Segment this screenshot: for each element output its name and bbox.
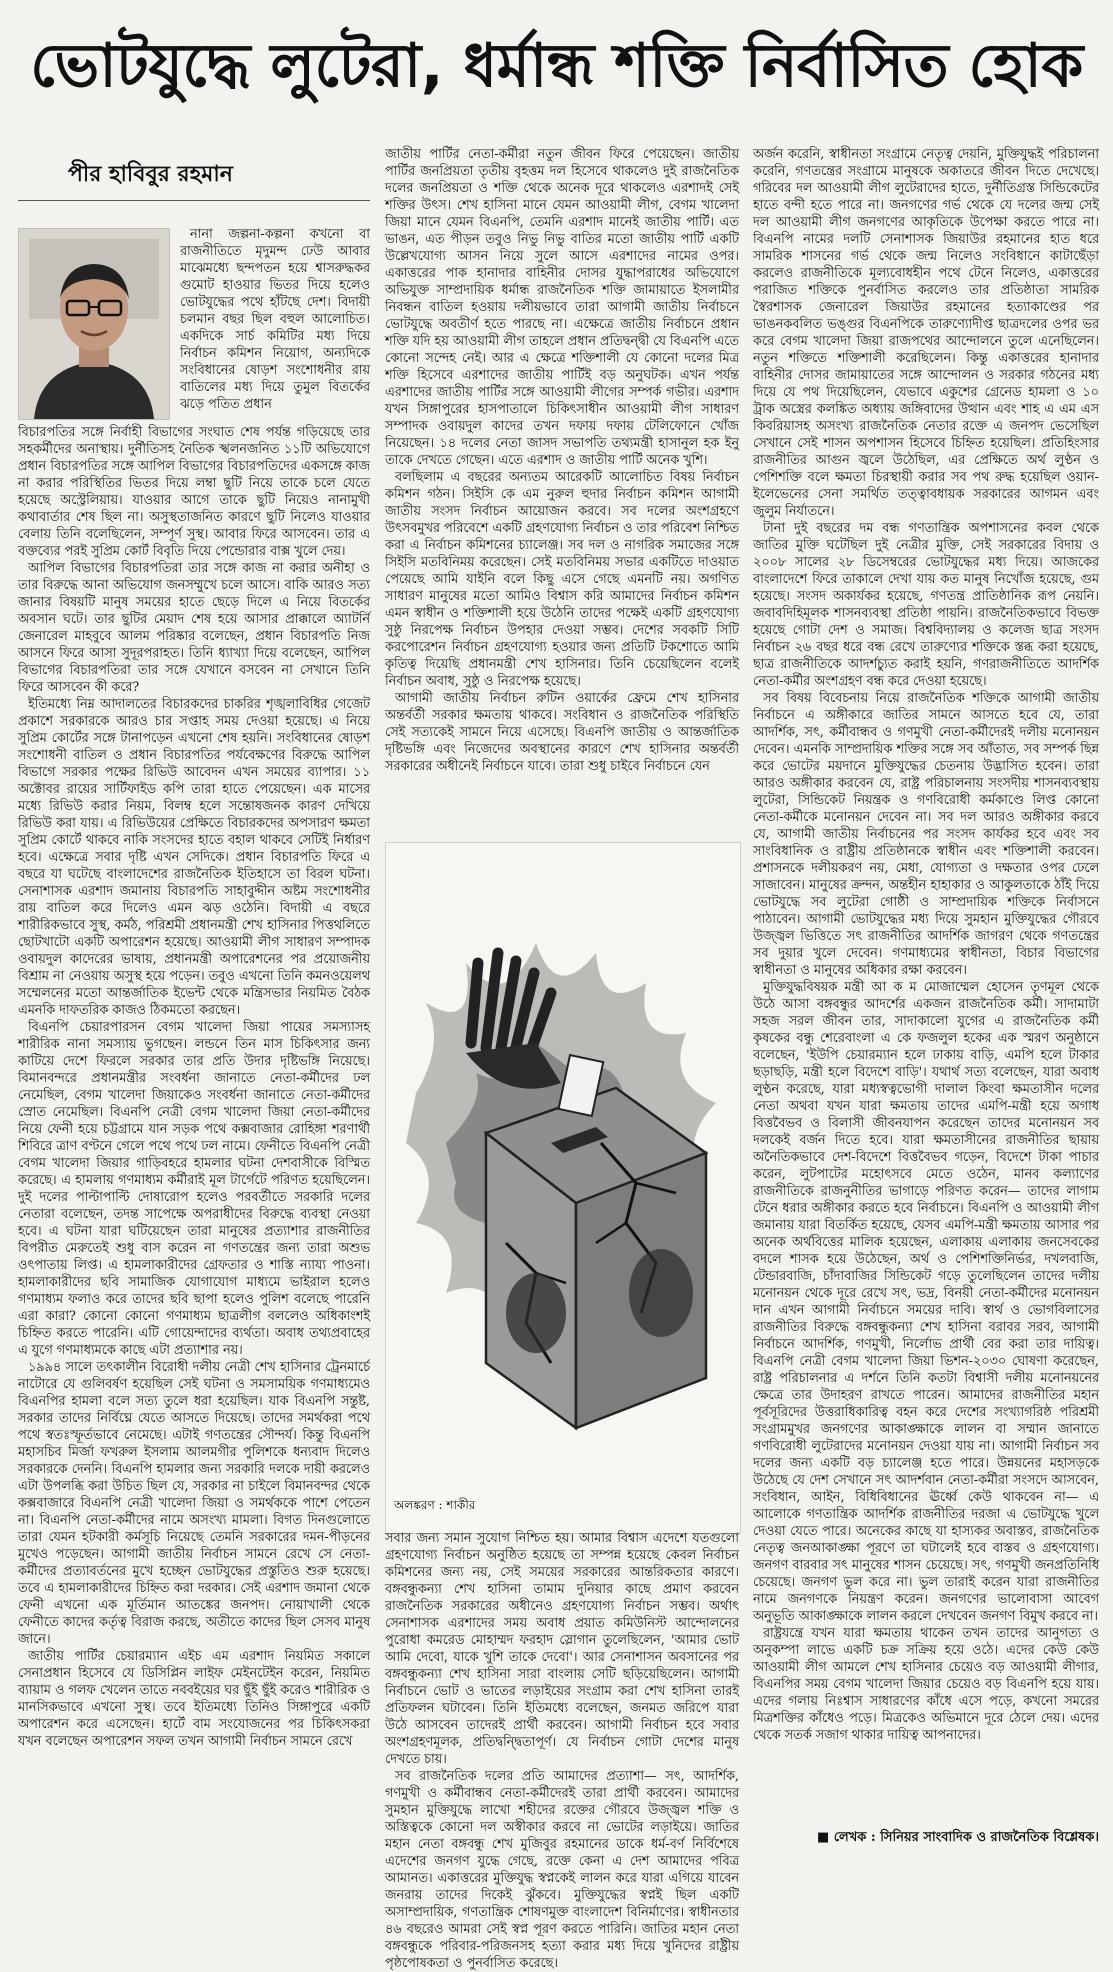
paragraph: সব রাজনৈতিক দলের প্রতি আমাদের প্রত্যাশা— সৎ, আদর্শিক, গণমুখী ও কর্মীবান্ধব নেতা-কর্মীদেরই তারা প্রার্থী করবেন। আমাদের সুমহান মুক্তিযুদ্ধে লাখো শহীদের রক্তের গৌরবে উজ্জ্বল শক্তি ও অস্তিত্বকে কোনো দল অস্বীকার করবে না ভোটের লড়াইয়ে। জাতির মহান নেতা বঙ্গবন্ধু শেখ মুজিবুর রহমানের ডাকে ধর্ম-বর্ণ নির্বিশেষে এদেশের জনগণ যুদ্ধে গেছে, রক্তে কেনা এ দেশ আমাদের পবিত্র আমানত। একাত্তরের মুক্তিযুদ্ধ স্বপ্নকেই লালন করে যারা এগিয়ে যাবেন জনরায় তাদের দিকেই ঝুঁকবে। মুক্তিযুদ্ধের স্বপ্নই ছিল একটি অসাম্প্রদায়িক, গণতান্ত্রিক শোষণমুক্ত বাংলাদেশ বিনির্মাণের। স্বাধীনতার ৪৬ বছরেও আমরা সেই স্বপ্ন পূরণ করতে পারিনি। জাতির মহান নেতা বঙ্গবন্ধুকে পরিবার-পরিজনসহ হত্যা করার মধ্য দিয়ে খুনিদের রাষ্ট্রীয় পৃষ্ঠপোষকতা ও পুনর্বাসিত করেছে। — [385, 1769, 739, 1971]
column-3 — [753, 146, 1099, 1826]
paragraph: আপিল বিভাগের বিচারপতিরা তার সঙ্গে কাজ না করার অনীহা ও তার বিরুদ্ধে আনা অভিযোগ জনসম্মুখে চলে আসে। বাকি আরও সত্য জানার বিষয়টি মানুষ সময়ের হাতে ছেড়ে দিলে এ নিয়ে বিতর্কের অবসান ঘটে। তার ছুটির মেয়াদ শেষ হয়ে আসার প্রাক্কালে অ্যাটর্নি জেনারেল মাহবুবে আলম পরিষ্কার বলেছেন, প্রধান বিচারপতি নিজ আসনে ফিরে আসা সুদূরপরাহত। তিনি ধ্যাখ্যা দিয়ে বলেছেন, আপিল বিভাগের বিচারপতিরা তার সঙ্গে যেখানে বসবেন না সেখানে তিনি ফিরে আসবেন কী করে? — [18, 561, 370, 695]
paragraph: বলছিলাম এ বছরের অন্যতম আরেকটি আলোচিত বিষয় নির্বাচন কমিশন গঠন। সিইসি কে এম নুরুল হুদার নির্বাচন কমিশন আগামী জাতীয় সংসদ নির্বাচন আয়োজন করবে। সব দলের অংশগ্রহণে উৎসবমুখর পরিবেশে একটি গ্রহণযোগ্য নির্বাচন ও তার পরিবেশ নিশ্চিত করা এ নির্বাচন কমিশনের চ্যালেঞ্জ। সব দল ও নাগরিক সমাজের সঙ্গে সিইসি মতবিনিময় করেছেন। সেই মতবিনিময় সভার একটিতে দাওয়াত পেয়েছে আমি যাইনি বলে কিছু এসে গেছে এমনটি নয়। অগণিত সাধারণ মানুষের মতো আমিও বিশ্বাস করি আমাদের নির্বাচন কমিশন এমন স্বাধীন ও শক্তিশালী হয়ে উঠেনি তাদের পক্ষেই একটি গ্রহণযোগ্য সুষ্ঠু নিরপেক্ষ নির্বাচন উপহার দেওয়া সম্ভব। দেশের সবকটি সিটি করপোরেশন নির্বাচন গ্রহণযোগ্য হওয়ার জন্য প্রতিটি টকশোতে আমি কৃতিত্ব দিয়েছি প্রধানমন্ত্রী শেখ হাসিনার। তিনি চেয়েছিলেন বলেই নির্বাচন অবাধ, সুষ্ঠু ও নিরপেক্ষ হয়েছে। — [385, 470, 739, 689]
paragraph: জাতীয় পার্টির নেতা-কর্মীরা নতুন জীবন ফিরে পেয়েছেন। জাতীয় পার্টির জনপ্রিয়তা তৃতীয় বৃহত্তম দল হিসেবে থাকলেও দুই রাজনৈতিক দলের জনপ্রিয়তা ও শক্তি থেকে অনেক দূরে থাকলেও এরশাদই সেই শক্তির উৎস। শেখ হাসিনা মানে যেমন আওয়ামী লীগ, বেগম খালেদা জিয়া মানে যেমন বিএনপি, তেমনি এরশাদ মানেই জাতীয় পার্টি। এত ভাঙন, এত পীড়ন তবুও নিভু নিভু বাতির মতো জাতীয় পার্টি একটি উল্লেখযোগ্য আসন নিয়ে সুলে আসে এরশাদের নামের ওপর। একাত্তরের পাক হানাদার বাহিনীর দোসর যুদ্ধাপরাধের অভিযোগে অভিযুক্ত সাম্প্রদায়িক ধর্মান্ধ রাজনৈতিক শক্তি জামায়াতে ইসলামীর নিবন্ধন বাতিল হওয়ায় দলীয়ভাবে তারা আগামী জাতীয় নির্বাচনে ভোটযুদ্ধে অবতীর্ণ হতে পারছে না। এক্ষেত্রে জাতীয় নির্বাচনে প্রধান শক্তি যদি হয় আওয়ামী লীগ তাহলে প্রধান প্রতিদ্বন্দ্বী যে বিএনপি এতে কোনো সন্দেহ নেই। আর এ ক্ষেত্রে শক্তিশালী যে কোনো দলের মিত্র শক্তি হিসেবে এরশাদের জাতীয় পার্টিই বড় অনুঘটক। এখন পর্যন্ত এরশাদের জাতীয় পার্টির সঙ্গে আওয়ামী লীগের সম্পর্ক গভীর। এরশাদ যখন সিঙ্গাপুরের হাসপাতালে চিকিৎসাধীন আওয়ামী লীগ সাধারণ সম্পাদক ওবায়দুল কাদের তখন দফায় দফায় টেলিফোনে খোঁজ নিয়েছেন। ১৪ দলের নেতা জাসদ সভাপতি তথ্যমন্ত্রী হাসানুল হক ইনু তাকে দেখতে গেছেন। এতে এরশাদ ও জাতীয় পার্টি অনেক খুশি। — [385, 147, 739, 468]
ballot-box-icon — [386, 843, 740, 1533]
byline: পীর হাবিবুর রহমান — [68, 161, 233, 187]
author-portrait-icon — [19, 229, 169, 419]
author-bio: ■ লেখক : সিনিয়র সাংবাদিক ও রাজনৈতিক বিশ্লেষক। — [816, 1830, 1099, 1845]
paragraph: অর্জন করেনি, স্বাধীনতা সংগ্রামে নেতৃত্ব দেয়নি, মুক্তিযুদ্ধই পরিচালনা করেনি, গণতন্ত্রের সংগ্রামে মানুষকে অকাতরে জীবন দিতে দেখেছে। গরিবের দল আওয়ামী লীগ লুটেরাদের হাতে, দুর্নীতিগ্রস্ত সিন্ডিকেটের হাতে বন্দী হতে পারে না। জনগণের গর্ভ থেকে যে দলের জন্ম সেই দল আওয়ামী লীগ জনগণের আকৃতিকে উপেক্ষা করতে পারে না। বিএনপি নামের দলটি সেনাশাসক জিয়াউর রহমানের হাত ধরে সামরিক শাসনের গর্ভ থেকে জন্ম নিলেও সংবিধানে কাটাছেঁড়া করলেও রাজনীতিকে মূল্যবোধহীন পথে টেনে নিলেও, একাত্তরের পরাজিত শক্তিকে পুনর্বাসিত করলেও তার প্রতিষ্ঠাতা সামরিক স্বৈরশাসক জেনারেল জিয়াউর রহমানের হত্যাকাণ্ডের পর ভাঙনকবলিত ভঙ্গুর বিএনপিকে তারুণ্যোদীপ্ত ছাত্রদলের ওপর ভর করে বেগম খালেদা জিয়া রাজপথের আন্দোলনে তুলে এনেছিলেন। নতুন শক্তিতে শক্তিশালী করেছিলেন। কিন্তু একাত্তরের হানাদার বাহিনীর দোসর জামায়াতের সঙ্গে আন্দোলন ও সরকার গঠনের মধ্য দিয়ে যে পথ দিয়েছিলেন, যেভাবে একুশের গ্রেনেড হামলা ও ১০ ট্রাক অস্ত্রের কলঙ্কিত অধ্যায় জঙ্গিবাদের উত্থান এবং শাহ এ এম এস কিবরিয়াসহ অসংখ্য রাজনৈতিক নেতার রক্তে এ জনপদ ভেসেছিল সেখানে সেই শাসন অপশাসন হিসেবে চিহ্নিত হয়েছিল। প্রতিহিংসার রাজনীতির আগুন জ্বলে উঠেছিল, এর প্রেক্ষিতে অর্থ লুণ্ঠন ও পেশিশক্তি বলে ক্ষমতা চিরস্থায়ী করার সব পথ রুদ্ধ হয়েছিল ওয়ান-ইলেভেনের সেনা সমর্থিত তত্ত্বাবধায়ক সরকারের আগমন এবং জুলুম নির্যাতনে। — [753, 147, 1099, 519]
paragraph: জাতীয় পার্টির চেয়ারম্যান এইচ এম এরশাদ নিয়মিত সকালে সেনাপ্রধান হিসেবে যে ডিসিপ্লিন লাইফ মেইনটেইন করেন, নিয়মিত ব্যায়াম ও গলফ খেলেন তাতে নববইয়ের ঘর ছুঁই ছুঁই করেও শারীরিক ও মানসিকভাবে এখনো সুস্থ। তবে ইতিমধ্যে তিনিও সিঙ্গাপুরে একটি অপারেশন করে এসেছেন। হার্টে বাম সংযোজনের পর চিকিৎসকরা যখন বলেছেন অপারেশন সফল তখন আগামী নির্বাচন সামনে রেখে — [18, 1649, 370, 1749]
paragraph: রাষ্ট্রযন্ত্রে যখন যারা ক্ষমতায় থাকেন তখন তাদের আনুগত্য ও অনুকম্পা লাভে একটি চক্র সক্রিয় হয়ে ওঠে। এদের কেউ কেউ আওয়ামী লীগ আমলে শেখ হাসিনার চেয়েও বড় আওয়ামী লীগার, বিএনপির সময় বেগম খালেদা জিয়ার চেয়েও বড় বিএনপি হয়ে যায়। এদের গলায় নিঃশ্বাস সাধারণের কাঁধে এসে পড়ে, কখনো সমরের মিত্রশক্তির কাঁধেও পড়ে। মিত্রকেও অভিমানে দূরে ঠেলে দেয়। এদের থেকে সতর্ক সজাগ থাকার দায়িত্ব আপনাদের। — [753, 1626, 1099, 1743]
author-photo — [18, 228, 170, 420]
column-2-continued — [385, 1530, 739, 1971]
column-2 — [385, 146, 739, 829]
column-1-intro — [180, 226, 370, 421]
paragraph: মুক্তিযুদ্ধবিষয়ক মন্ত্রী আ ক ম মোজাম্মেল হোসেন তৃণমূল থেকে উঠে আসা বঙ্গবন্ধুর আদর্শের একজন রাজনৈতিক কর্মী। সাদামাটা সহজ সরল জীবন তার, সাদাকালো যুগের এ রাজনৈতিক কর্মী কৃষকের বন্ধু শেরেবাংলা এ কে ফজলুল হকের এক স্মরণ অনুষ্ঠানে বলেছেন, 'ইউপি চেয়ারম্যান হলে ঢাকায় বাড়ি, এমপি হলে টাকার ছড়াছড়ি, মন্ত্রী হলে বিদেশে বাড়ি'। যথার্থ সত্য বলেছেন, যারা অবাধ লুণ্ঠন করেছে, যারা মধ্যস্বত্বভোগী দালাল কিংবা ক্ষমতাসীন দলের নেতা অথবা যখন যারা ক্ষমতায় তাদের এমপি-মন্ত্রী হয়ে অগাধ বিত্তবৈভব ও বিলাসী জীবনযাপন করেছেন তাদের মনোনয়ন সব দলকেই বর্জন দিতে হবে। যারা ক্ষমতাসীনের রাজনীতির ছায়ায় অনৈতিকভাবে দেশ-বিদেশে বিত্তবৈভব গড়েন, বিদেশে টাকা পাচার করেন, লুটপাটের মহোৎসবে মেতে ওঠেন, মানব কল্যাণের রাজনীতিকে রাজনুনীতির ভাগাড়ে পরিণত করেন— তাদের লাগাম টেনে ধরার অঙ্গীকার করতে হবে নির্বাচনে। বিএনপি ও আওয়ামী লীগ জমানায় যারা বিতর্কিত হয়েছে, যেসব এমপি-মন্ত্রী ক্ষমতায় আসার পর অনেক অর্থবিত্তের মালিক হয়েছেন, এলাকায় এলাকায় জনসেবকের বদলে শাসক হয়ে উঠেছেন, অর্থ ও পেশিশক্তিনির্ভর, দখলবাজি, টেন্ডারবাজি, চাঁদাবাজির সিন্ডিকেট গড়ে তুলেছিলেন তাদের দলীয় মনোনয়ন থেকে দূরে রেখে সৎ, ভদ্র, বিনয়ী নেতা-কর্মীদের মনোনয়ন দান এখন আগামী নির্বাচনে সময়ের দাবি। স্বার্থ ও ভোগবিলাসের রাজনীতির বিরুদ্ধে বঙ্গবন্ধুকন্যা শেখ হাসিনা বরাবর সরব, আগামী নির্বাচনে আদর্শিক, গণমুখী, নির্লোভ প্রার্থী বের করা তার দায়িত্ব। বিএনপি নেত্রী বেগম খালেদা জিয়া ভিশন-২০৩০ ঘোষণা করেছেন, রাষ্ট্র পরিচালনার এ দর্শনে তিনি কতটা বিশ্বাসী দলীয় মনোনয়নের ক্ষেত্রে তার উদাহরণ রাখতে পারেন। আমাদের রাজনীতির মহান পূর্বসূরিদের উত্তরাধিকারিত্ব বহন করে দেশের সংখ্যাগরিষ্ঠ পরিশ্রমী সংগ্রামমুখর জনগণের আকাঙ্ক্ষাকে লালন বা সম্মান জানাতে গণবিরোধী লুটেরাদের মনোনয়ন দেওয়া যায় না। আগামী নির্বাচন সব দলের জন্য একটি বড় চ্যালেঞ্জ হতে পারে। উন্নয়নের মহাসড়কে উঠেছে যে দেশ সেখানে সৎ আদর্শবান নেতা-কর্মীরা সংসদে আসবেন, সংবিধান, আইন, বিধিবিধানের ঊর্ধ্বে কেউ থাকবেন না— এ আলোকে গণতান্ত্রিক আদর্শিক রাজনীতির দরজা এ ভোটযুদ্ধে খুলে দেওয়া যেতে পারে। অনেকের কাছে যা হাস্যকর অবাস্তব, রাজনৈতিক নেতৃত্ব জনআকাঙ্ক্ষা পূরণে তা ঘটালেই হবে বাস্তব ও গ্রহণযোগ্য। জনগণ বারবার সৎ মানুষের শাসন চেয়েছে। সৎ, গণমুখী জনপ্রতিনিধি চেয়েছে। জনগণ ভুল করে না। ভুল তারাই করেন যারা রাজনীতির নামে জনগণকে নিয়ন্ত্রণ করেন। জনগণের ভালোবাসা আবেগ অনুভূতি আকাঙ্ক্ষাকে লালন করলে দেখবেন জনগণ বিমুখ করবে না। — [753, 980, 1099, 1624]
paragraph: বিএনপি চেয়ারপারসন বেগম খালেদা জিয়া পায়ের সমস্যাসহ শারীরিক নানা সমস্যায় ভুগছেন। লন্ডনে তিন মাস চিকিৎসার জন্য কাটিয়ে দেশে ফিরলে সরকার তার প্রতি উদার দৃষ্টিভঙ্গি নিয়েছে। বিমানবন্দরে প্রধানমন্ত্রীর সংবর্ধনা জানাতে নেতা-কর্মীদের ঢল নেমেছিল, বেগম খালেদা জিয়াকেও সংবর্ধনা জানাতে নেতা-কর্মীদের স্রোত নেমেছিল। বিএনপি নেত্রী বেগম খালেদা জিয়া নেতা-কর্মীদের নিয়ে ফেনী হয়ে চট্টগ্রামে যান সড়ক পথে কক্সবাজার রোহিঙ্গা শরণার্থী শিবিরে ত্রাণ বণ্টনে গেলে পথে পথে ঢল নামে। ফেনীতে বিএনপি নেত্রী বেগম খালেদা জিয়ার গাড়িবহরে হামলার ঘটনা দেশবাসীকে বিস্মিত করেছে। এ হামলায় গণমাধ্যম কর্মীরাই মূল টার্গেটে পরিণত হয়েছিলেন। দুই দলের পাল্টাপাল্টি দোষারোপ হলেও পরবর্তীতে সরকারি দলের নেতারা বলেছেন, তদন্ত সাপেক্ষে অপরাধীদের বিরুদ্ধে ব্যবস্থা নেওয়া হবে। এ ঘটনা যারা ঘটিয়েছেন তারা মানুষের প্রত্যাশার রাজনীতির বিপরীত মেরুতেই শুধু বাস করেন না গণতন্ত্রের জন্য তারা অশুভ ওৎপাতায় লিপ্ত। এ হামলাকারীদের গ্রেফতার ও শাস্তি ন্যায্য পাওনা। হামলাকারীদের ছবি সামাজিক যোগাযোগ মাধ্যমে ভাইরাল হলেও গণমাধ্যম ফলাও করে তাদের ছবি ছাপা হলেও পুলিশ বলেছে পারেনি এরা কারা? কোনো কোনো গণমাধ্যম ছাত্রলীগ বললেও অধিকাংশই চিহ্নিত করতে পারেনি। এটি গোয়েন্দাদের ব্যর্থতা। অবাধ তথ্যপ্রবাহের এ যুগে গণমাধ্যমকে কাছে এটা প্রত্যাশার নয়। — [18, 1020, 370, 1358]
paragraph: ইতিমধ্যে নিম্ন আদালতের বিচারকদের চাকরির শৃঙ্খলাবিধির গেজেট প্রকাশে সরকারকে আরও চার সপ্তাহ সময় দেওয়া হয়েছে। এ নিয়ে সুপ্রিম কোর্টের সঙ্গে টানাপড়েন এখনো শেষ হয়নি। সংবিধানের ষোড়শ সংশোধনী বাতিল ও প্রধান বিচারপতির পর্যবেক্ষণের বিরুদ্ধে আপিল বিভাগে সরকার পক্ষের রিভিউ আবেদন এখন সময়ের ব্যাপার। ১১ অক্টোবর রায়ের সার্টিফাইড কপি তারা হাতে পেয়েছেন। এক মাসের মধ্যে রিভিউ করার নিয়ম, বিলম্ব হলে সন্তোষজনক কারণ দেখিয়ে রিভিউ করা যায়। এ রিভিউয়ের প্রেক্ষিতে বিচারকদের অপসারণ ক্ষমতা সুপ্রিম কোর্টে থাকবে নাকি সংসদের হাতে বহাল থাকবে সেটিই নির্ধারণ হবে। এক্ষেত্রে সবার দৃষ্টি এখন সেদিকে। প্রধান বিচারপতি ফিরে এ বছরে যা ঘটেছে বাংলাদেশের রাজনৈতিক ইতিহাসে তা বিরল ঘটনা। সেনাশাসক এরশাদ জমানায় বিচারপতি সাহাবুদ্দীন অষ্টম সংশোধনীর রায় বাতিল করে দিলেও এমন ঝড় ওঠেনি। বিদায়ী এ বছরে শারীরিকভাবে সুস্থ, কর্মঠ, পরিশ্রমী প্রধানমন্ত্রী শেখ হাসিনার পিত্তথলিতে ছোটখাটো একটি অপারেশন হয়েছে। আওয়ামী লীগ সাধারণ সম্পাদক ওবায়দুল কাদেরের ভাষায়, প্রধানমন্ত্রী অপারেশনের পর প্রয়োজনীয় বিশ্রাম না নেওয়ায় অসুস্থ হয়ে পড়েন। তবুও এখনো তিনি কমনওয়েলথ সম্মেলনের মতো আন্তর্জাতিক ইভেন্ট থেকে মন্ত্রিসভার নিয়মিত বৈঠক এমনকি দাফতরিক কাজও ঠিকমতো করছেন। — [18, 697, 370, 1018]
paragraph: সব বিষয় বিবেচনায় নিয়ে রাজনৈতিক শক্তিকে আগামী জাতীয় নির্বাচনে এ অঙ্গীকারে জাতির সামনে আসতে হবে যে, তারা আদর্শিক, সৎ, কর্মীবান্ধব ও গণমুখী নেতা-কর্মীদেরই দলীয় মনোনয়ন দেবেন। এমনকি সাম্প্রদায়িক শক্তির সঙ্গে সব আঁতাত, সব সম্পর্ক ছিন্ন করে ভোটের ময়দানে মুক্তিযুদ্ধের চেতনায় উদ্ভাসিত হবেন। তারা আরও অঙ্গীকার করবেন যে, রাষ্ট্র পরিচালনায় সংসদীয় শাসনব্যবস্থায় লুটেরা, সিন্ডিকেট নিয়ন্ত্রক ও গণবিরোধী কর্মকাণ্ডে লিপ্ত কোনো নেতা-কর্মীকে মনোনয়ন দেবেন না। সব দল আরও অঙ্গীকার করবে যে, আগামী জাতীয় নির্বাচনের পর সংসদ কার্যকর হবে এবং সব সাংবিধানিক ও রাষ্ট্রীয় প্রতিষ্ঠানকে স্বাধীন এবং শক্তিশালী করবেন। প্রশাসনকে দলীয়করণ নয়, মেধা, যোগ্যতা ও দক্ষতার ওপর ঢেলে সাজাবেন। মানুষের ক্রন্দন, অন্তহীন হাহাকার ও আকুলতাকে ঠাঁই দিয়ে ভোটযুদ্ধে সব লুটেরা গোষ্ঠী ও সাম্প্রদায়িক শক্তিকে নির্বাসনে পাঠাবেন। আগামী ভোটযুদ্ধের মধ্য দিয়ে সুমহান মুক্তিযুদ্ধের গৌরবে উজ্জ্বল ভিত্তিতে সৎ রাজনীতির আদর্শিক জাগরণ থেকে গণতন্ত্রের সব দুয়ার খুলে দেবেন। গণমাধ্যমের স্বাধীনতা, বিচার বিভাগের স্বাধীনতা ও মানুষের অধিকার রক্ষা করবেন। — [753, 691, 1099, 978]
paragraph: সবার জন্য সমান সুযোগ নিশ্চিত হয়। আমার বিশ্বাস এদেশে যতগুলো গ্রহণযোগ্য নির্বাচন অনুষ্ঠিত হয়েছে তা সম্পন্ন হয়েছে কেবল নির্বাচন কমিশনের জন্য নয়, সেই সময়ের সরকারের আন্তরিকতার কারণে। বঙ্গবন্ধুকন্যা শেখ হাসিনা তামাম দুনিয়ার কাছে প্রমাণ করবেন রাজনৈতিক সরকারের অধীনেও গ্রহণযোগ্য নির্বাচন সম্ভব। অর্থাৎ সেনাশাসক এরশাদের সময় অবাধ প্রয়াত কমিউনিস্ট আন্দোলনের পুরোধা কমরেড মোহাম্মদ ফরহাদ স্লোগান তুলেছিলেন, 'আমার ভোট আমি দেবো, যাকে খুশি তাকে দেবো'। আর সেনাশাসন অবসানের পর বঙ্গবন্ধুকন্যা শেখ হাসিনা সারা বাংলায় সেটি ছড়িয়েছিলেন। আগামী নির্বাচনে ভোট ও ভাতের লড়াইয়ের সংগ্রাম করা শেখ হাসিনা তারই প্রতিফলন ঘটাবেন। তিনি ইতিমধ্যে বলেছেন, জনমত জরিপে যারা উঠে আসবেন তাদেরই প্রার্থী করবেন। আগামী নির্বাচন হবে সবার অংশগ্রহণমূলক, প্রতিদ্বন্দ্বিতাপূর্ণ। যে নির্বাচন গোটা দেশের মানুষ দেখতে চায়। — [385, 1531, 739, 1767]
illustration-credit: অলঙ্করণ : শাকীর — [394, 1498, 476, 1512]
ballot-box-illustration — [385, 842, 741, 1534]
paragraph: আগামী জাতীয় নির্বাচন রুটিন ওয়ার্কের ফ্রেমে শেখ হাসিনার অন্তর্বর্তী সরকার ক্ষমতায় থাকবে। সংবিধান ও রাজনৈতিক পরিস্থিতি সেই সত্যকেই সামনে নিয়ে এসেছে। বিএনপি জাতীয় ও আন্তর্জাতিক দৃষ্টিভঙ্গি এবং নিজেদের অবস্থানের কারণে শেখ হাসিনার অন্তর্বর্তী সরকারের অধীনেই নির্বাচনে যাবে। তারা শুধু চাইবে নির্বাচনে যেন — [385, 691, 739, 774]
paragraph: বিচারপতির সঙ্গে নির্বাহী বিভাগের সংঘাত শেষ পর্যন্ত গড়িয়েছে তার সহকর্মীদের অনাস্থায়। দুর্নীতিসহ নৈতিক স্খলনজনিত ১১টি অভিযোগে প্রধান বিচারপতির সঙ্গে আপিল বিভাগের বিচারপতিদের একসঙ্গে কাজ না করার পরিস্থিতির ভিতর দিয়ে লম্বা ছুটি নিয়ে তাকে চলে যেতে হয়েছে অস্ট্রেলিয়ায়। যাওয়ার আগে তাকে ছুটি নিয়েও নানামুখী কথাবার্তার শেষ ছিল না। অসুস্থতাজনিত কারণে ছুটি নিলেও যাওয়ার বেলায় তিনি বলেছিলেন, সম্পূর্ণ সুস্থ। আবার ফিরে আসবেন। তার এ বক্তব্যের পরই সুপ্রিম কোর্ট বিবৃতি দিয়ে পেন্ডোরার বাক্স খুলে দেয়। — [18, 425, 370, 559]
paragraph: নানা জল্পনা-কল্পনা কখনো বা রাজনীতিতে মৃদুমন্দ ঢেউ আবার মাঝেমধ্যে ছন্দপতন হয়ে শ্বাসরুদ্ধকর গুমোট হাওয়ার ভিতর দিয়ে হলেও ভোটযুদ্ধের পথে হাঁটছে দেশ। বিদায়ী চলমান বছর ছিল বহুল আলোচিত। একদিকে সার্চ কমিটির মধ্য দিয়ে নির্বাচন কমিশন নিয়োগ, অন্যদিকে সংবিধানের ষোড়শ সংশোধনীর রায় বাতিলের মধ্য দিয়ে তুমুল বিতর্কের ঝড়ে পতিত প্রধান — [180, 227, 370, 412]
paragraph: ১৯৯৪ সালে তৎকালীন বিরোধী দলীয় নেত্রী শেখ হাসিনার ট্রেনমার্চে নাটোরে যে গুলিবর্ষণ হয়েছিল সেই ঘটনা ও সমসাময়িক গণমাধ্যমেও বিএনপির হামলা বলে সত্য তুলে ধরা হয়েছিল। যাক বিএনপি সন্তুষ্ট, সরকার তাদের নির্বিঘ্নে যেতে আসতে দিয়েছে। তাদের সমর্থকরা পথে পথে স্বতঃস্ফূর্তভাবে নেমেছে। এটাই গণতন্ত্রের সৌন্দর্য। কিন্তু বিএনপি মহাসচিব মির্জা ফখরুল ইসলাম আলমগীর পুলিশকে ধন্যবাদ দিলেও সরকারকে দেননি। বিএনপি হামলার জন্য সরকারি দলকে দায়ী করলেও এটা উপলব্ধি করা উচিত ছিল যে, সরকার না চাইলে বিমানবন্দর থেকে কক্সবাজারে বিএনপি নেত্রী খালেদা জিয়া ও সমর্থককে পাশে পেতেন না। বিএনপি নেতা-কর্মীদের নামে অসংখ্য মামলা। বিগত দিনগুলোতে তারা যেমন হটকারী কর্মসূচি নিয়েছে তেমনি সরকারের দমন-পীড়নের মুখেও পড়েছেন। আগামী জাতীয় নির্বাচন সামনে রেখে সে নেতা-কর্মীদের প্রত্যাবর্তনের মুখে হচ্ছেন ভোটযুদ্ধের প্রস্তুতিও শুরু হয়েছে। তবে এ হামলাকারীদের চিহ্নিত করা দরকার। সেই এরশাদ জমানা থেকে ফেনী এখনো এক মূর্তিমান আতঙ্কের জনপদ। নোয়াখালী থেকে ফেনীতে কাদের কর্তৃত্ব বিরাজ করছে, অতীতে কাদের ছিল সেসব মানুষ জানে। — [18, 1360, 370, 1647]
headline: ভোটযুদ্ধে লুটেরা, ধর্মান্ধ শক্তি নির্বাসিত হোক — [30, 31, 1083, 101]
paragraph: টানা দুই বছরের দম বন্ধ গণতান্ত্রিক অপশাসনের কবল থেকে জাতির মুক্তি ঘটেছিল দুই নেত্রীর মুক্তি, সেই সরকারের বিদায় ও ২০০৮ সালের ২৮ ডিসেম্বরের ভোটযুদ্ধের মধ্য দিয়ে। আজকের বাংলাদেশে ফিরে তাকালে দেখা যায় কত মানুষ নিখোঁজ হয়েছে, গুম হয়েছে। সংসদ অকার্যকর হয়েছে, গণতন্ত্র প্রাতিষ্ঠানিক রূপ নেয়নি। জবাবদিহিমূলক শাসনব্যবস্থা প্রতিষ্ঠা পায়নি। রাজনৈতিকভাবে বিভক্ত হয়েছে গোটা দেশ ও সমাজ। বিশ্ববিদ্যালয় ও কলেজ ছাত্র সংসদ নির্বাচন ২৬ বছর ধরে বন্ধ রেখে তারুণ্যের শক্তিকে স্তব্ধ করা হয়েছে, ছাত্র রাজনীতিকে আদর্শচ্যুত করাই হয়নি, গণরাজনীতিতে আদর্শিক নেতা-কর্মীর অংশগ্রহণ বন্ধ করে দেওয়া হয়েছে। — [753, 521, 1099, 689]
byline-divider — [18, 200, 370, 201]
column-1 — [18, 424, 370, 1849]
